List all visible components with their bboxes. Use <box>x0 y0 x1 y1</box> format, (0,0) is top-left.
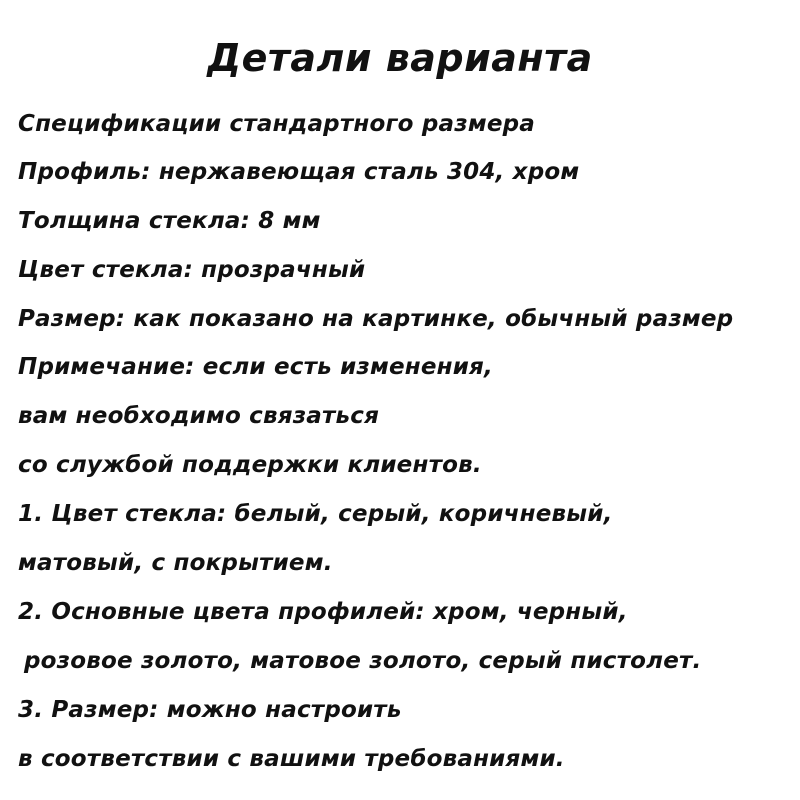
note-line-1: Примечание: если есть изменения, <box>18 354 493 380</box>
note-line-3: со службой поддержки клиентов. <box>18 452 482 478</box>
spec-size: Размер: как показано на картинке, обычный размер <box>18 306 734 332</box>
option-3-line-1: 3. Размер: можно настроить <box>18 697 402 723</box>
option-2-line-1: 2. Основные цвета профилей: хром, черный, <box>18 599 628 625</box>
spec-heading: Спецификации стандартного размера <box>18 111 536 137</box>
page-title: Детали варианта <box>207 36 593 80</box>
option-3-line-2: в соответствии с вашими требованиями. <box>18 746 565 772</box>
option-1-line-2: матовый, с покрытием. <box>18 550 333 576</box>
option-2-line-2: розовое золото, матовое золото, серый пистолет. <box>24 648 702 674</box>
option-1-line-1: 1. Цвет стекла: белый, серый, коричневый, <box>18 501 613 527</box>
note-line-2: вам необходимо связаться <box>18 403 380 429</box>
spec-glass-thickness: Толщина стекла: 8 мм <box>18 208 321 234</box>
spec-glass-color: Цвет стекла: прозрачный <box>18 257 366 283</box>
spec-profile: Профиль: нержавеющая сталь 304, хром <box>18 159 580 185</box>
